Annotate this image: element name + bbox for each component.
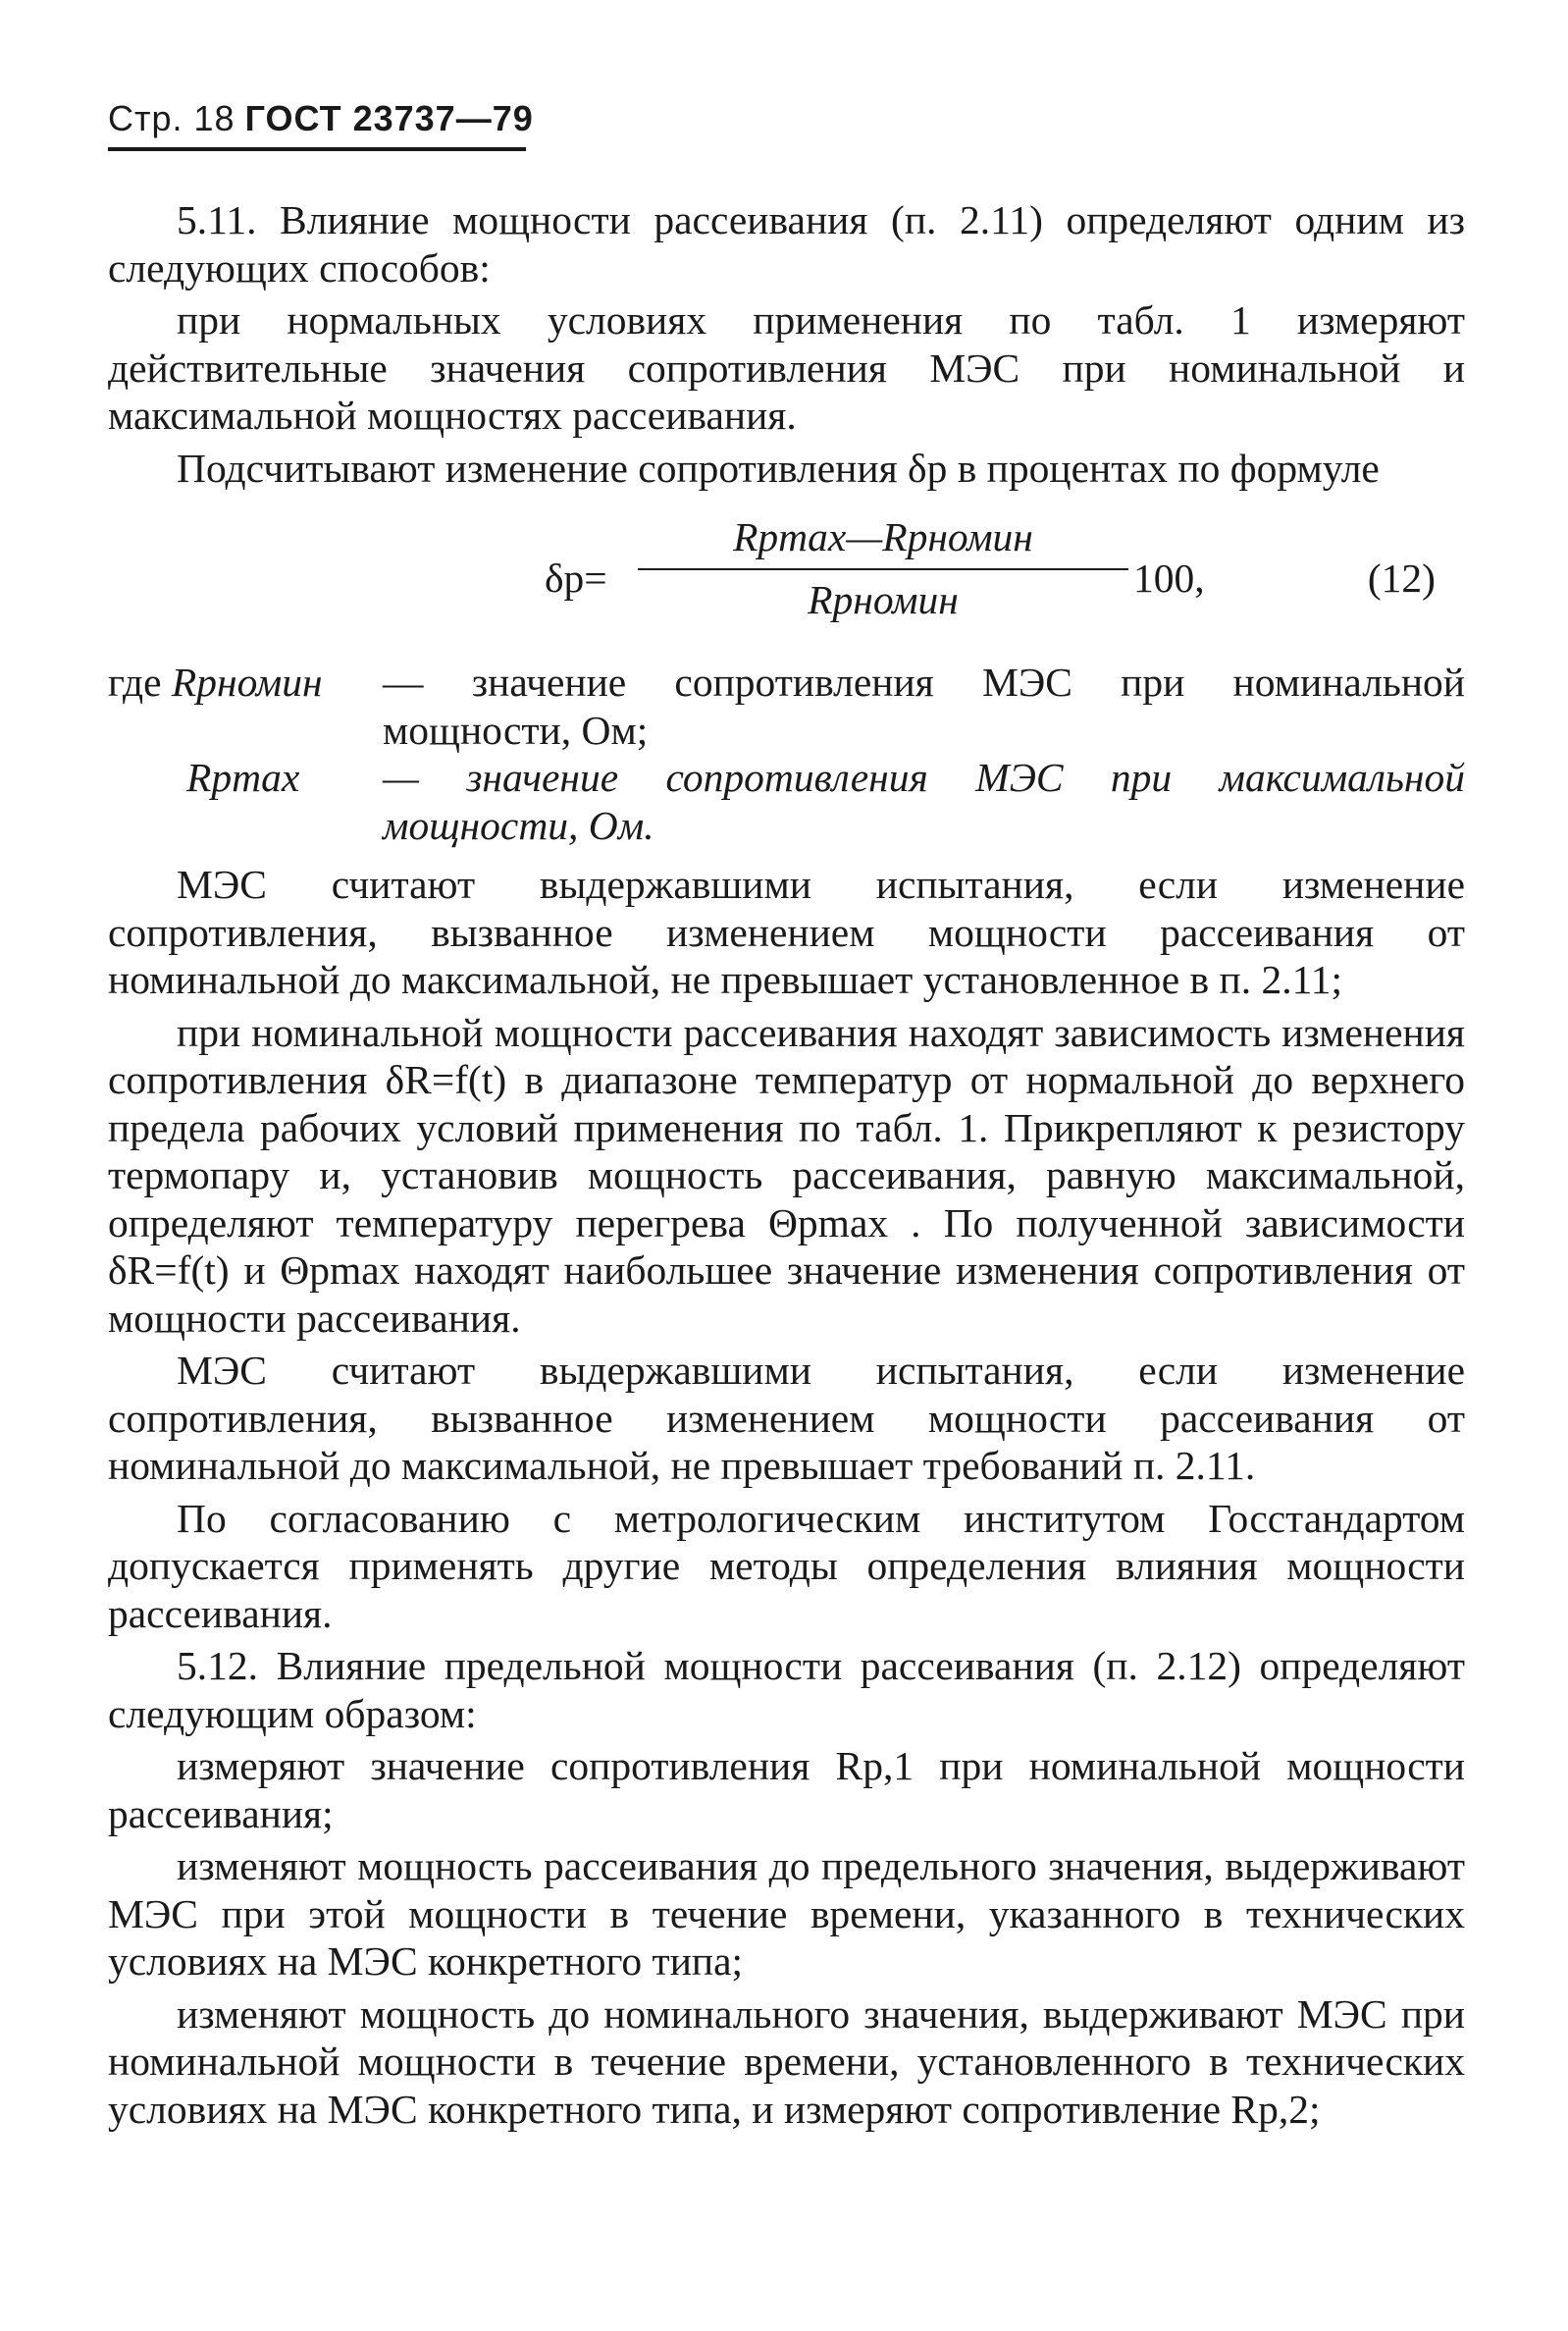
paragraph-limit-power: изменяют мощность рассеивания до предельного значения, выдерживают МЭС при этой мощности в течение времени, указанного в технических условиях на МЭС конкретного типа; <box>108 1843 1465 1984</box>
paragraph-measure-r1: измеряют значение сопротивления Rр,1 при номинальной мощности рассеивания; <box>108 1743 1465 1836</box>
symbol-r-max: Rрmax <box>186 755 300 800</box>
paragraph-dependence: при номинальной мощности рассеивания находят зависимость изменения сопротивления δR=f(t) в диапазоне температур от нормальной до верхнего предела рабочих условий применения по табл. 1. Прикрепляют к резистору термопару и, установив мощность рассеивания, равную максимальной, определяют температуру перегрева Θрmax . По полученной зависимости δR=f(t) и Θрmax находят наибольшее значение изменения сопротивления от мощности рассеивания. <box>108 1009 1465 1341</box>
equation-number: (12) <box>1367 556 1436 601</box>
header-rule <box>108 147 526 151</box>
formula-multiplier: 100, <box>1133 556 1205 601</box>
formula-numerator: Rрmax—Rрномин <box>733 514 1033 559</box>
definition-text: — значение сопротивления МЭС при номинальной мощности, Ом; <box>383 660 1465 753</box>
definition-symbol <box>108 659 383 707</box>
definition-text: — значение сопротивления МЭС при максимальной мощности, Ом. <box>383 755 1465 848</box>
symbol-r-nominal: Rрномин <box>171 660 323 705</box>
formula-12 <box>108 513 1465 641</box>
definition-row <box>108 659 1465 754</box>
fraction-bar <box>638 568 1128 570</box>
formula-fraction <box>638 513 1128 624</box>
formula-denominator: Rрномин <box>808 577 959 622</box>
paragraph-5-12: 5.12. Влияние предельной мощности рассеивания (п. 2.12) определяют следующим образом: <box>108 1643 1465 1736</box>
definition-row <box>108 754 1465 849</box>
definitions-list <box>108 659 1465 849</box>
paragraph-normal-conditions: при нормальных условиях применения по табл. 1 измеряют действительные значения сопротивления МЭС при номинальной и максимальной мощностях рассеивания. <box>108 297 1465 438</box>
formula-lhs: δр= <box>545 556 607 601</box>
paragraph-formula-intro: Подсчитывают изменение сопротивления δр в процентах по формуле <box>177 445 1380 491</box>
page-header <box>108 98 534 139</box>
paragraph-other-methods: По согласованию с метрологическим институтом Госстандартом допускается применять другие методы определения влияния мощности рассеивания. <box>108 1495 1465 1636</box>
paragraph-measure-r2: изменяют мощность до номинального значения, выдерживают МЭС при номинальной мощности в течение времени, установленного в технических условиях на МЭС конкретного типа, и измеряют сопротивление Rр,2; <box>108 1990 1465 2132</box>
paragraph-passed-1: МЭС считают выдержавшими испытания, если изменение сопротивления, вызванное изменением мощности рассеивания от номинальной до максимальной, не превышает установленное в п. 2.11; <box>108 862 1465 1002</box>
paragraph-5-11: 5.11. Влияние мощности рассеивания (п. 2.11) определяют одним из следующих способов: <box>108 197 1465 291</box>
document-body <box>108 196 1465 2133</box>
page-label: Стр. 18 <box>108 98 235 138</box>
standard-number: ГОСТ 23737—79 <box>244 98 534 138</box>
where-word: где <box>108 660 162 705</box>
paragraph-passed-2: МЭС считают выдержавшими испытания, если изменение сопротивления, вызванное изменением мощности рассеивания от номинальной до максимальной, не превышает требований п. 2.11. <box>108 1348 1465 1488</box>
